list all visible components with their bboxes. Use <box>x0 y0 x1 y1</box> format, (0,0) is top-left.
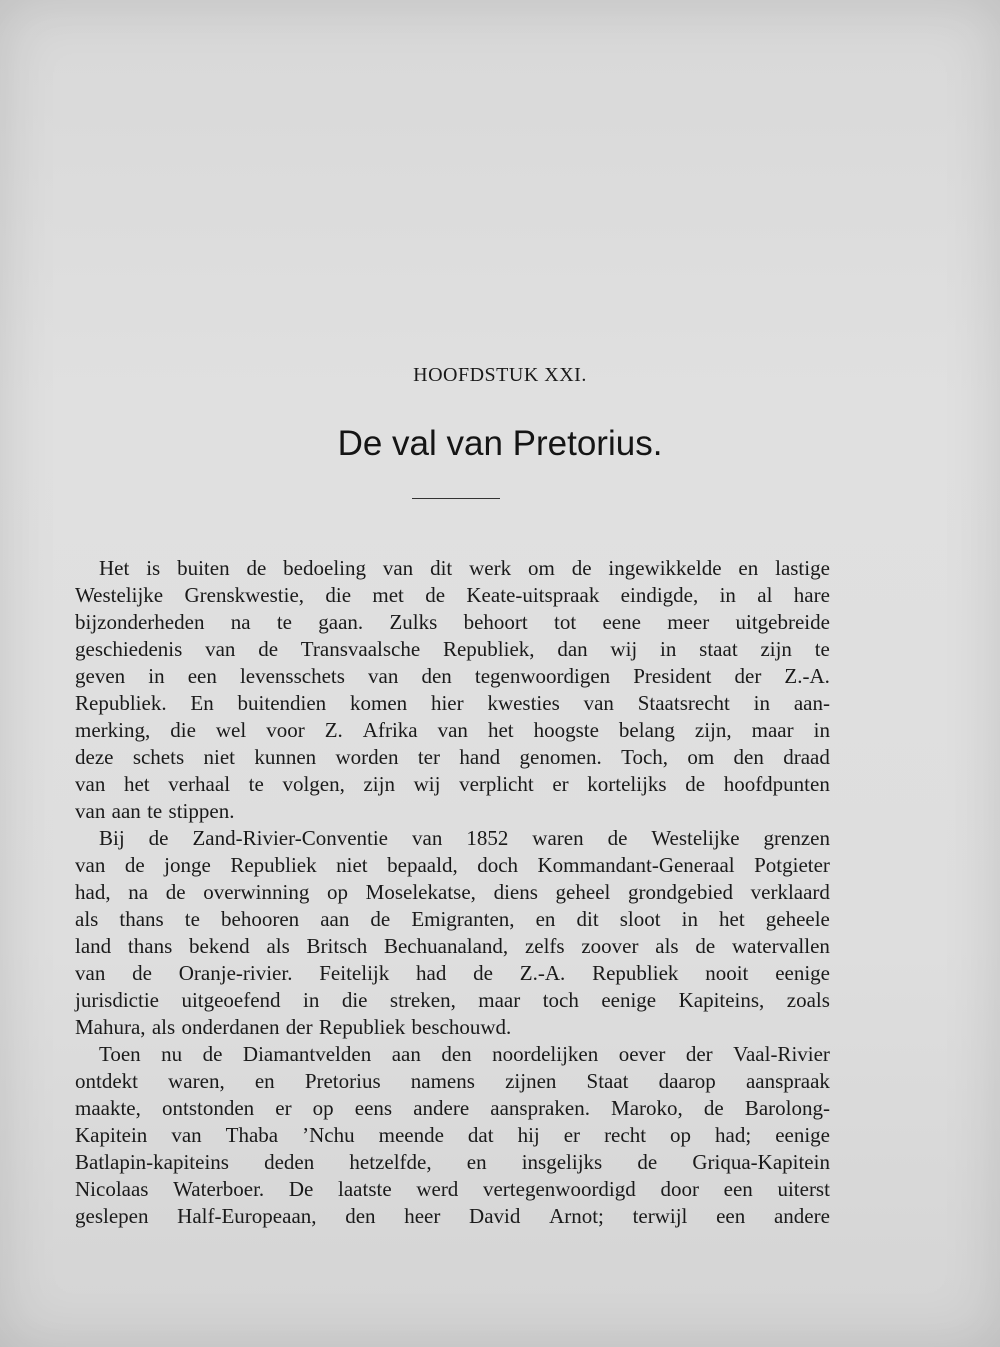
word: uitgebreide <box>735 610 830 634</box>
word: als <box>75 907 99 931</box>
word: zijn <box>760 637 792 661</box>
word: volgen, <box>282 772 345 796</box>
paragraph <box>75 555 830 825</box>
paragraph <box>75 825 830 1041</box>
word: land <box>75 934 112 958</box>
word: de <box>202 1042 223 1066</box>
word: geschiedenis <box>75 637 183 661</box>
word: toch <box>542 988 579 1012</box>
word: aan <box>320 907 350 931</box>
word: de <box>246 556 267 580</box>
word: Z. <box>324 718 343 742</box>
word: den <box>345 1204 376 1228</box>
word: hare <box>793 583 830 607</box>
word: hoofdpunten <box>723 772 830 796</box>
word: aan <box>111 799 141 823</box>
title-divider <box>412 498 500 499</box>
word: hetzelfde, <box>349 1150 432 1174</box>
word: geheele <box>765 907 830 931</box>
word: hij <box>517 1123 540 1147</box>
word: wel <box>215 718 247 742</box>
word: hier <box>430 691 464 715</box>
word: Pretorius <box>304 1069 381 1093</box>
word: Keate-uitspraak <box>466 583 600 607</box>
word: dat <box>467 1123 494 1147</box>
word: merking, <box>75 718 151 742</box>
word: oever <box>618 1042 666 1066</box>
word: belang <box>618 718 675 742</box>
word: en <box>535 907 556 931</box>
word: Westelijke <box>75 583 164 607</box>
word: insgelijks <box>521 1150 603 1174</box>
word: kwesties <box>487 691 560 715</box>
word: andere <box>773 1204 830 1228</box>
word: uiterst <box>777 1177 830 1201</box>
word: bepaald, <box>387 853 458 877</box>
word: Kapiteins, <box>678 988 765 1012</box>
word: Afrika <box>362 718 418 742</box>
word: Zulks <box>389 610 438 634</box>
word: Republiek, <box>442 637 535 661</box>
word: vertegenwoordigd <box>482 1177 636 1201</box>
word: eenige <box>601 988 657 1012</box>
word: 1852 <box>466 826 509 850</box>
word: er <box>275 1096 292 1120</box>
word: de <box>607 826 628 850</box>
text-line <box>75 906 830 933</box>
word: die <box>325 583 352 607</box>
word: aan- <box>793 691 830 715</box>
word: Staat <box>586 1069 629 1093</box>
word: levensschets <box>239 664 345 688</box>
word: de <box>703 1096 724 1120</box>
text-line <box>75 798 830 825</box>
text-line <box>75 609 830 636</box>
text-line <box>75 690 830 717</box>
word: Maroko, <box>611 1096 683 1120</box>
word: Barolong- <box>744 1096 830 1120</box>
word: terwijl <box>632 1204 688 1228</box>
word: Thaba <box>225 1123 279 1147</box>
word: te <box>276 610 292 634</box>
word: al <box>757 583 773 607</box>
word: aanspraken. <box>490 1096 590 1120</box>
word: Het <box>99 556 130 580</box>
word: Waterboer. <box>173 1177 265 1201</box>
word: het <box>487 718 514 742</box>
word: den <box>733 745 764 769</box>
word: meer <box>667 610 710 634</box>
word: heer <box>404 1204 441 1228</box>
word: ter <box>417 745 440 769</box>
word: bedoeling <box>283 556 366 580</box>
word: in <box>719 583 736 607</box>
word: ontstonden <box>161 1096 255 1120</box>
word: sloot <box>619 907 661 931</box>
word: verhaal <box>168 772 231 796</box>
text-line <box>75 1041 830 1068</box>
word: maar <box>751 718 794 742</box>
word: zijnen <box>505 1069 557 1093</box>
chapter-title: De val van Pretorius. <box>337 424 663 463</box>
word: het <box>123 772 150 796</box>
word: van <box>368 664 399 688</box>
word: Diamantvelden <box>242 1042 372 1066</box>
word: waren <box>532 826 584 850</box>
word: hand <box>459 745 501 769</box>
word: kunnen <box>254 745 317 769</box>
word: bijzonderheden <box>75 610 205 634</box>
text-line <box>75 879 830 906</box>
word: er <box>563 1123 581 1147</box>
word: zelfs <box>524 934 565 958</box>
word: worden <box>335 745 399 769</box>
word: Westelijke <box>651 826 740 850</box>
word: van <box>75 853 106 877</box>
word: Feitelijk <box>319 961 390 985</box>
text-line <box>75 1122 830 1149</box>
word: streken, <box>389 988 456 1012</box>
word: meende <box>378 1123 444 1147</box>
word: doch <box>477 853 519 877</box>
word: de <box>148 826 169 850</box>
word: jurisdictie <box>75 988 159 1012</box>
word: den <box>421 664 452 688</box>
word: om <box>687 745 715 769</box>
word: draad <box>783 745 830 769</box>
text-line <box>75 1095 830 1122</box>
text-line <box>75 582 830 609</box>
text-line <box>75 960 830 987</box>
word: als <box>655 934 679 958</box>
word: Britsch <box>306 934 368 958</box>
word: zoover <box>581 934 639 958</box>
word: der <box>285 1015 313 1039</box>
word: grenzen <box>763 826 830 850</box>
word: President <box>633 664 712 688</box>
word: die <box>341 988 368 1012</box>
word: en <box>254 1069 275 1093</box>
word: van <box>171 1123 202 1147</box>
word: om <box>527 556 555 580</box>
word: gaan. <box>318 610 364 634</box>
word: Republiek <box>592 961 679 985</box>
word: eens <box>354 1096 393 1120</box>
word: wij <box>413 772 441 796</box>
word: ’Nchu <box>302 1123 355 1147</box>
word: laatste <box>338 1177 392 1201</box>
word: werd <box>416 1177 459 1201</box>
word: Arnot; <box>549 1204 604 1228</box>
word: Vaal-Rivier <box>733 1042 830 1066</box>
word: niet <box>336 853 368 877</box>
word: Kapitein <box>75 1123 148 1147</box>
word: dit <box>576 907 599 931</box>
word: thans <box>127 934 173 958</box>
text-line <box>75 744 830 771</box>
word: Bij <box>99 826 125 850</box>
word: en <box>738 556 759 580</box>
word: had, <box>75 880 111 904</box>
text-line <box>75 1149 830 1176</box>
word: te <box>248 772 264 796</box>
word: komen <box>350 691 408 715</box>
word: er <box>552 772 569 796</box>
word: als <box>266 934 290 958</box>
word: zijn, <box>694 718 732 742</box>
word: dan <box>557 637 588 661</box>
word: een <box>187 664 217 688</box>
word: na <box>230 610 251 634</box>
word: de <box>685 772 706 796</box>
word: te <box>184 907 200 931</box>
word: te <box>814 637 830 661</box>
word: ingewikkelde <box>608 556 722 580</box>
word: van <box>75 799 106 823</box>
word: de <box>571 556 592 580</box>
word: buitendien <box>237 691 327 715</box>
word: in <box>303 988 320 1012</box>
text-line <box>75 933 830 960</box>
paragraph <box>75 1041 830 1230</box>
word: Kommandant-Generaal <box>537 853 735 877</box>
word: te <box>147 799 163 823</box>
word: Transvaalsche <box>300 637 421 661</box>
word: de <box>695 934 716 958</box>
chapter-heading: HOOFDSTUK XXI. <box>413 364 587 386</box>
word: nooit <box>705 961 749 985</box>
word: andere <box>413 1096 470 1120</box>
word: staat <box>699 637 738 661</box>
word: Zand-Rivier-Conventie <box>192 826 389 850</box>
word: wij <box>610 637 638 661</box>
word: onderdanen <box>181 1015 280 1039</box>
word: een <box>716 1204 746 1228</box>
word: de <box>132 961 152 985</box>
word: Z.-A. <box>519 961 566 985</box>
word: dit <box>430 556 453 580</box>
word: eenige <box>775 1123 830 1147</box>
text-line <box>75 636 830 663</box>
word: verplicht <box>459 772 534 796</box>
word: beschouwd. <box>411 1015 512 1039</box>
word: die <box>170 718 196 742</box>
text-line <box>75 717 830 744</box>
word: hoogste <box>533 718 599 742</box>
word: watervallen <box>731 934 830 958</box>
word: geheel <box>555 880 611 904</box>
word: Potgieter <box>754 853 830 877</box>
word: als <box>151 1015 176 1039</box>
word: is <box>146 556 161 580</box>
word: jonge <box>164 853 211 877</box>
word: de <box>258 637 279 661</box>
word: behoort <box>463 610 528 634</box>
word: verklaard <box>750 880 830 904</box>
word: na <box>128 880 149 904</box>
word: de <box>124 853 145 877</box>
word: in <box>681 907 698 931</box>
word: deden <box>264 1150 315 1174</box>
word: Emigranten, <box>411 907 515 931</box>
word: het <box>719 907 745 931</box>
word: Z.-A. <box>784 664 830 688</box>
word: van <box>75 961 106 985</box>
word: uitgeoefend <box>181 988 281 1012</box>
word: Toen <box>99 1042 141 1066</box>
word: en <box>466 1150 487 1174</box>
word: Bechuanaland, <box>383 934 509 958</box>
text-line <box>75 1014 830 1041</box>
word: ontdekt <box>75 1069 138 1093</box>
word: van <box>205 637 236 661</box>
word: niet <box>203 745 235 769</box>
text-line <box>75 771 830 798</box>
word: tot <box>554 610 577 634</box>
word: kortelijks <box>587 772 667 796</box>
word: op <box>312 1096 334 1120</box>
word: diens <box>493 880 538 904</box>
word: aan <box>391 1042 421 1066</box>
text-line <box>75 555 830 582</box>
word: nu <box>161 1042 183 1066</box>
word: in <box>813 718 830 742</box>
word: Moselekatse, <box>365 880 476 904</box>
word: deze <box>75 745 114 769</box>
word: de <box>637 1150 658 1174</box>
word: in <box>660 637 677 661</box>
word: geven <box>75 664 126 688</box>
word: aanspraak <box>745 1069 830 1093</box>
word: daarop <box>658 1069 716 1093</box>
word: buiten <box>177 556 230 580</box>
text-line <box>75 825 830 852</box>
word: der <box>734 664 762 688</box>
word: eene <box>602 610 641 634</box>
word: geslepen <box>75 1204 149 1228</box>
word: Toch, <box>621 745 669 769</box>
text-line <box>75 1068 830 1095</box>
word: zoals <box>786 988 830 1012</box>
word: Republiek <box>318 1015 406 1039</box>
word: den <box>441 1042 472 1066</box>
word: werk <box>469 556 512 580</box>
word: had; <box>715 1123 752 1147</box>
text-line <box>75 852 830 879</box>
word: tegenwoordigen <box>474 664 611 688</box>
word: maakte, <box>75 1096 141 1120</box>
word: met <box>372 583 404 607</box>
text-line <box>75 987 830 1014</box>
word: Half-Europeaan, <box>177 1204 317 1228</box>
word: stippen. <box>168 799 235 823</box>
word: zijn <box>363 772 395 796</box>
word: eindigde, <box>620 583 699 607</box>
word: En <box>190 691 214 715</box>
text-line <box>75 663 830 690</box>
word: noordelijken <box>492 1042 599 1066</box>
word: behooren <box>221 907 300 931</box>
word: Nicolaas <box>75 1177 149 1201</box>
word: de <box>473 961 493 985</box>
word: Batlapin-kapiteins <box>75 1150 229 1174</box>
word: op <box>670 1123 692 1147</box>
word: thans <box>119 907 164 931</box>
word: Oranje-rivier. <box>178 961 293 985</box>
word: Griqua-Kapitein <box>692 1150 830 1174</box>
word: lastige <box>775 556 830 580</box>
word: genomen. <box>519 745 602 769</box>
word: David <box>469 1204 521 1228</box>
word: Staatsrecht <box>637 691 730 715</box>
word: van <box>75 772 106 796</box>
word: maar <box>478 988 521 1012</box>
word: in <box>753 691 771 715</box>
word: overwinning <box>203 880 310 904</box>
word: der <box>685 1042 713 1066</box>
body-text <box>75 555 830 1230</box>
word: door <box>660 1177 699 1201</box>
word: van <box>583 691 614 715</box>
word: Mahura, <box>75 1015 146 1039</box>
word: waren, <box>168 1069 225 1093</box>
word: een <box>723 1177 753 1201</box>
word: de <box>370 907 391 931</box>
word: van <box>437 718 468 742</box>
text-line <box>75 1176 830 1203</box>
word: De <box>288 1177 314 1201</box>
word: in <box>148 664 165 688</box>
word: de <box>425 583 446 607</box>
word: recht <box>604 1123 647 1147</box>
word: van <box>412 826 443 850</box>
word: schets <box>132 745 185 769</box>
word: namens <box>410 1069 475 1093</box>
word: van <box>382 556 414 580</box>
word: de <box>165 880 186 904</box>
word: had <box>416 961 447 985</box>
word: eenige <box>775 961 830 985</box>
word: op <box>327 880 349 904</box>
word: Republiek. <box>75 691 167 715</box>
word: bekend <box>189 934 250 958</box>
word: grondgebied <box>628 880 733 904</box>
word: voor <box>266 718 305 742</box>
text-line <box>75 1203 830 1230</box>
word: Republiek <box>230 853 317 877</box>
word: Grenskwestie, <box>184 583 305 607</box>
